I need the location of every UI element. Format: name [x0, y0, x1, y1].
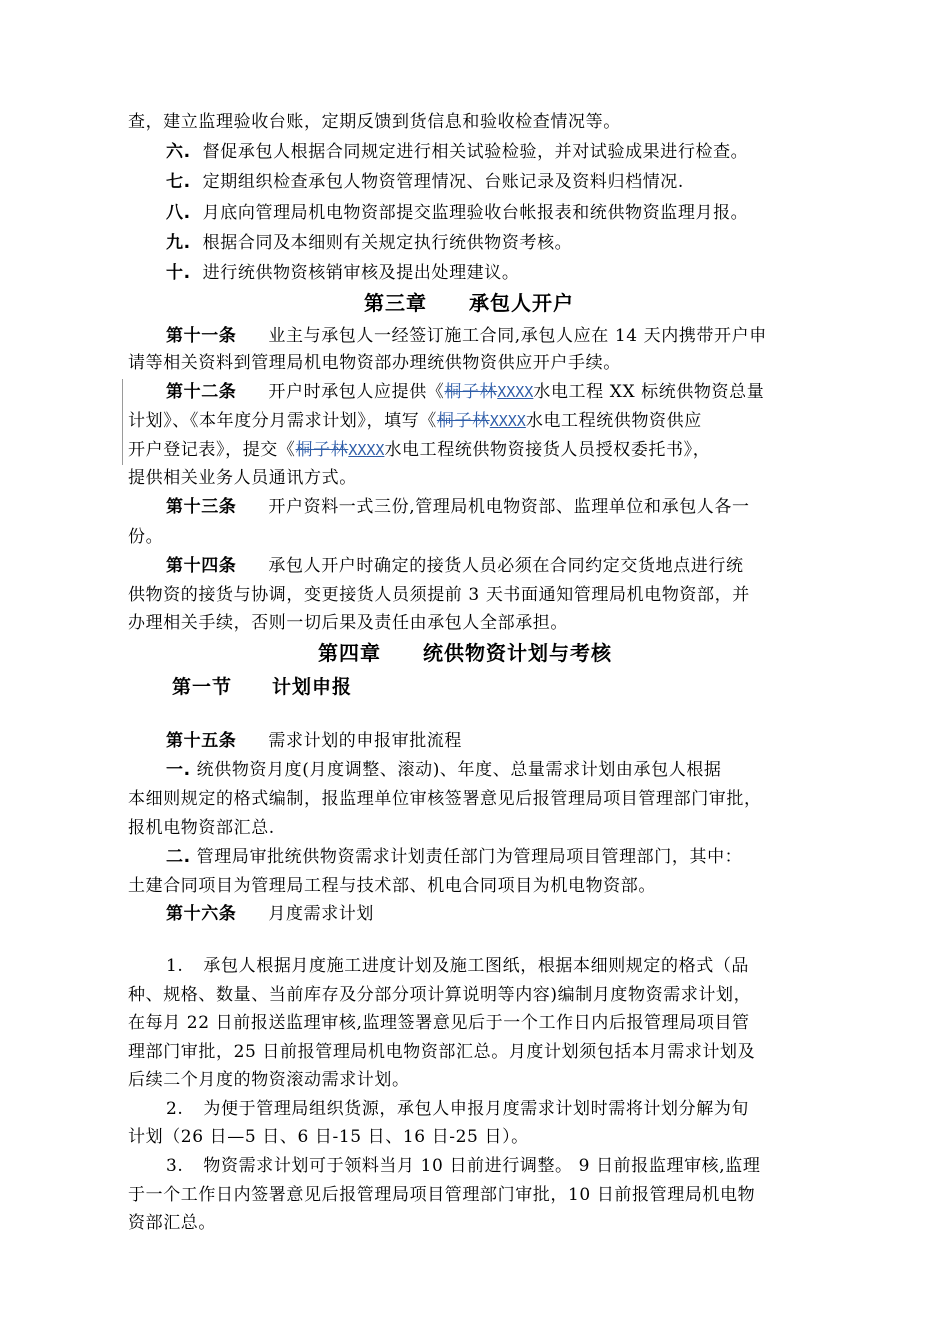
- list-number: 十.: [166, 263, 191, 283]
- article-12: [166, 381, 764, 403]
- numbered-paragraph-2: [166, 1098, 749, 1120]
- text-line: 资部汇总。: [128, 1213, 216, 1233]
- list-item-7: [166, 171, 684, 193]
- text-line: 本细则规定的格式编制，报监理单位审核签署意见后报管理局项目管理部门审批，: [128, 789, 762, 809]
- deleted-text: 桐子林: [295, 440, 349, 460]
- list-text: 根据合同及本细则有关规定执行统供物资考核。: [202, 233, 573, 253]
- list-number: 一.: [166, 760, 191, 780]
- list-number: 六.: [166, 142, 191, 162]
- list-number: 八.: [166, 203, 191, 223]
- list-item-9: [166, 232, 572, 254]
- article-label: 第十六条: [166, 904, 237, 924]
- article-text: 开户登记表》，提交《: [128, 440, 296, 460]
- chapter-heading: 第三章 承包人开户: [364, 291, 574, 315]
- deleted-text: 桐子林: [444, 382, 498, 402]
- list-text: 进行统供物资核销审核及提出处理建议。: [202, 263, 520, 283]
- list-text: 定期组织检查承包人物资管理情况、台账记录及资料归档情况.: [202, 172, 684, 192]
- revision-change-bar: [122, 379, 123, 465]
- article-13: [166, 496, 750, 518]
- paragraph-text: 物资需求计划可于领料当月 10 日前进行调整。 9 日前报监理审核,监理: [203, 1156, 761, 1176]
- list-number: 九.: [166, 233, 191, 253]
- article-text: 业主与承包人一经签订施工合同,承包人应在 14 天内携带开户申: [268, 326, 767, 346]
- list-item-6: [166, 141, 748, 163]
- article-text: 计划》、《本年度分月需求计划》，填写《: [128, 411, 437, 431]
- article-text: 水电工程统供物资接货人员授权委托书》，: [384, 440, 711, 460]
- article-title: 月度需求计划: [268, 904, 375, 924]
- article-title: 需求计划的申报审批流程: [268, 731, 463, 751]
- paragraph-number: 3.: [166, 1156, 184, 1176]
- inserted-text: XXXX: [348, 441, 385, 459]
- paragraph-text: 为便于管理局组织货源，承包人申报月度需求计划时需将计划分解为旬: [203, 1099, 750, 1119]
- text-line: [128, 410, 702, 432]
- list-number: 七.: [166, 172, 191, 192]
- numbered-paragraph-3: [166, 1155, 761, 1177]
- article-text: 开户时承包人应提供《: [268, 382, 445, 402]
- inserted-text: XXXX: [497, 383, 534, 401]
- paragraph-text: 承包人根据月度施工进度计划及施工图纸，根据本细则规定的格式（品: [203, 956, 750, 976]
- numbered-paragraph-1: [166, 955, 749, 977]
- article-text: 开户资料一式三份,管理局机电物资部、监理单位和承包人各一: [268, 497, 750, 517]
- article-label: 第十五条: [166, 731, 237, 751]
- list-item-10: [166, 262, 519, 284]
- article-16: [166, 903, 374, 925]
- text-line: 供物资的接货与协调，变更接货人员须提前 3 天书面通知管理局机电物资部，并: [128, 585, 750, 605]
- article-15: [166, 730, 462, 752]
- text-line: 种、规格、数量、当前库存及分部分项计算说明等内容)编制月度物资需求计划，: [128, 985, 752, 1005]
- text-line: 后续二个月度的物资滚动需求计划。: [128, 1070, 410, 1090]
- list-item-2: [166, 846, 742, 868]
- text-line: 土建合同项目为管理局工程与技术部、机电合同项目为机电物资部。: [128, 876, 656, 896]
- article-14: [166, 555, 744, 577]
- article-text: 承包人开户时确定的接货人员必须在合同约定交货地点进行统: [268, 556, 744, 576]
- list-item-1: [166, 759, 722, 781]
- article-text: 水电工程 XX 标统供物资总量: [533, 382, 765, 402]
- list-text: 月底向管理局机电物资部提交监理验收台帐报表和统供物资监理月报。: [202, 203, 749, 223]
- inserted-text: XXXX: [489, 412, 526, 430]
- list-text: 管理局审批统供物资需求计划责任部门为管理局项目管理部门，其中：: [196, 847, 743, 867]
- deleted-text: 桐子林: [436, 411, 490, 431]
- section-heading: 第一节 计划申报: [172, 676, 353, 698]
- text-line: 理部门审批，25 日前报管理局机电物资部汇总。月度计划须包括本月需求计划及: [128, 1042, 756, 1062]
- text-line: 办理相关手续，否则一切后果及责任由承包人全部承担。: [128, 613, 568, 633]
- text-line: 在每月 22 日前报送监理审核,监理签署意见后于一个工作日内后报管理局项目管: [128, 1013, 750, 1033]
- article-label: 第十四条: [166, 556, 237, 576]
- text-line: 请等相关资料到管理局机电物资部办理统供物资供应开户手续。: [128, 353, 621, 373]
- article-label: 第十一条: [166, 326, 237, 346]
- article-11: [166, 325, 767, 347]
- paragraph-number: 1.: [166, 956, 184, 976]
- list-item-8: [166, 202, 748, 224]
- text-line: 查，建立监理验收台账，定期反馈到货信息和验收检查情况等。: [128, 112, 621, 132]
- text-line: 份。: [128, 527, 164, 547]
- text-line: 提供相关业务人员通讯方式。: [128, 468, 357, 488]
- article-text: 水电工程统供物资供应: [525, 411, 702, 431]
- article-label: 第十二条: [166, 382, 237, 402]
- text-line: [128, 439, 710, 461]
- chapter-heading: 第四章 统供物资计划与考核: [318, 641, 612, 665]
- text-line: 于一个工作日内签署意见后报管理局项目管理部门审批，10 日前报管理局机电物: [128, 1185, 756, 1205]
- text-line: 计划（26 日—5 日、6 日-15 日、16 日-25 日）。: [128, 1127, 529, 1147]
- list-number: 二.: [166, 847, 191, 867]
- list-text: 统供物资月度(月度调整、滚动)、年度、总量需求计划由承包人根据: [196, 760, 722, 780]
- article-label: 第十三条: [166, 497, 237, 517]
- paragraph-number: 2.: [166, 1099, 184, 1119]
- text-line: 报机电物资部汇总.: [128, 818, 275, 838]
- list-text: 督促承包人根据合同规定进行相关试验检验，并对试验成果进行检查。: [202, 142, 749, 162]
